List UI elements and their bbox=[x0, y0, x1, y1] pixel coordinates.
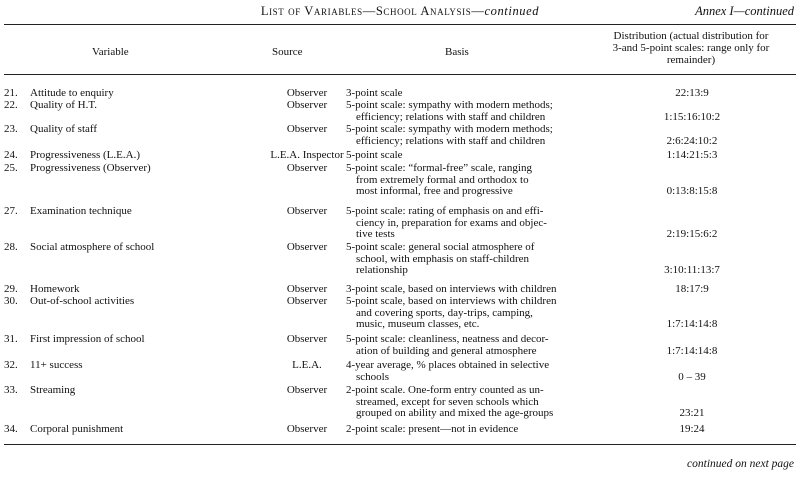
row-number: 22. bbox=[4, 99, 18, 111]
row-basis-line: 5-point scale: general social atmosphere of bbox=[346, 241, 535, 253]
row-variable: First impression of school bbox=[30, 333, 145, 345]
row-basis-line: school, with emphasis on staff-children bbox=[356, 252, 530, 265]
row-basis bbox=[346, 150, 598, 162]
row-basis-line: efficiency; relations with staff and children bbox=[356, 110, 546, 123]
row-basis-line: 2-point scale: present—not in evidence bbox=[346, 423, 519, 435]
row-number: 21. bbox=[4, 87, 18, 99]
column-header-source: Source bbox=[272, 46, 303, 58]
row-basis-line: tive tests bbox=[356, 228, 395, 240]
row-source: L.E.A. bbox=[292, 359, 322, 371]
row-source: Observer bbox=[286, 162, 328, 174]
row-basis-line: music, museum classes, etc. bbox=[356, 318, 480, 330]
row-variable: Social atmosphere of school bbox=[30, 241, 155, 253]
row-number: 28. bbox=[4, 241, 18, 253]
row-basis-line: 2-point scale. One-form entry counted as un- bbox=[346, 384, 544, 396]
row-variable: Out-of-school activities bbox=[30, 295, 135, 307]
top-rule bbox=[4, 24, 796, 25]
row-distribution: 22:13:9 bbox=[675, 87, 709, 99]
column-header-distribution-line: 3-and 5-point scales: range only for bbox=[612, 42, 770, 54]
row-distribution: 0 – 39 bbox=[678, 370, 706, 383]
row-distribution: 18:17:9 bbox=[675, 283, 709, 295]
row-variable: Corporal punishment bbox=[30, 423, 124, 435]
row-variable: Attitude to enquiry bbox=[30, 87, 114, 99]
row-basis-line: ciency in, preparation for exams and objec- bbox=[356, 216, 547, 229]
row-distribution: 19:24 bbox=[679, 423, 705, 435]
row-basis-line: 5-point scale: “formal-free” scale, ranging bbox=[346, 162, 532, 174]
row-number: 29. bbox=[4, 283, 18, 295]
row-variable: Streaming bbox=[30, 384, 76, 396]
page-title-continued: continued bbox=[484, 4, 540, 18]
row-variable: Quality of staff bbox=[30, 123, 98, 135]
row-basis-line: 5-point scale bbox=[346, 149, 403, 161]
row-number: 30. bbox=[4, 295, 18, 307]
row-source: Observer bbox=[286, 333, 328, 345]
column-header-basis: Basis bbox=[445, 46, 469, 58]
row-basis bbox=[346, 206, 598, 241]
row-source: Observer bbox=[286, 295, 328, 307]
row-basis-line: 5-point scale: cleanliness, neatness and decor- bbox=[346, 333, 549, 345]
row-basis bbox=[346, 163, 598, 198]
row-number: 31. bbox=[4, 333, 18, 345]
row-basis bbox=[346, 296, 598, 331]
row-distribution: 23:21 bbox=[679, 407, 705, 419]
row-distribution: 1:15:16:10:2 bbox=[663, 110, 721, 123]
row-source: Observer bbox=[286, 241, 328, 253]
column-header-variable: Variable bbox=[92, 46, 129, 58]
row-distribution: 1:7:14:14:8 bbox=[666, 344, 718, 357]
row-basis-line: and covering sports, day-trips, camping, bbox=[356, 306, 533, 319]
row-basis bbox=[346, 242, 598, 277]
row-basis bbox=[346, 385, 598, 420]
header-rule bbox=[4, 74, 796, 75]
row-basis bbox=[346, 88, 598, 100]
row-basis bbox=[346, 284, 598, 296]
row-basis-line: most informal, free and progressive bbox=[356, 185, 513, 197]
row-variable: Homework bbox=[30, 283, 80, 295]
row-source: Observer bbox=[286, 384, 328, 396]
row-basis bbox=[346, 100, 598, 123]
row-distribution: 0:13:8:15:8 bbox=[666, 185, 718, 197]
row-basis-line: relationship bbox=[356, 264, 408, 276]
row-variable: 11+ success bbox=[30, 359, 83, 371]
row-basis-line: 5-point scale: sympathy with modern methods; bbox=[346, 123, 553, 135]
row-basis-line: 5-point scale, based on interviews with children bbox=[346, 295, 557, 307]
row-number: 25. bbox=[4, 162, 18, 174]
row-source: Observer bbox=[286, 205, 328, 217]
row-number: 32. bbox=[4, 359, 18, 371]
row-distribution: 2:6:24:10:2 bbox=[666, 134, 718, 147]
row-basis-line: 3-point scale bbox=[346, 87, 403, 99]
row-basis-line: ation of building and general atmosphere bbox=[356, 344, 537, 357]
row-variable: Examination technique bbox=[30, 205, 132, 217]
row-variable: Progressiveness (Observer) bbox=[30, 162, 151, 174]
row-number: 23. bbox=[4, 123, 18, 135]
row-basis-line: 3-point scale, based on interviews with children bbox=[346, 283, 557, 295]
row-variable: Quality of H.T. bbox=[30, 99, 98, 111]
column-header-distribution-line: Distribution (actual distribution for bbox=[613, 30, 769, 42]
row-basis-line: schools bbox=[356, 370, 389, 383]
row-source: Observer bbox=[286, 283, 328, 295]
row-basis bbox=[346, 124, 598, 147]
column-header-distribution bbox=[586, 30, 796, 66]
row-distribution: 1:7:14:14:8 bbox=[666, 318, 718, 330]
row-basis-line: streamed, except for seven schools which bbox=[356, 395, 539, 408]
page-title-main: List of Variables—School Analysis— bbox=[260, 4, 485, 18]
page-title bbox=[0, 4, 800, 19]
row-source: Observer bbox=[286, 87, 328, 99]
row-variable: Progressiveness (L.E.A.) bbox=[30, 149, 140, 161]
row-source: L.E.A. Inspector bbox=[270, 149, 344, 161]
footer-continued: continued on next page bbox=[687, 458, 794, 470]
row-basis-line: 5-point scale: sympathy with modern methods; bbox=[346, 99, 553, 111]
row-source: Observer bbox=[286, 423, 328, 435]
row-source: Observer bbox=[286, 123, 328, 135]
row-source: Observer bbox=[286, 99, 328, 111]
annex-label: Annex I—continued bbox=[695, 4, 794, 18]
row-basis bbox=[346, 424, 598, 436]
row-basis-line: efficiency; relations with staff and children bbox=[356, 134, 546, 147]
row-basis bbox=[346, 360, 598, 383]
row-number: 34. bbox=[4, 423, 18, 435]
row-number: 24. bbox=[4, 149, 18, 161]
bottom-rule bbox=[4, 444, 796, 445]
column-header-distribution-line: remainder) bbox=[666, 54, 716, 66]
row-number: 33. bbox=[4, 384, 18, 396]
row-basis-line: grouped on ability and mixed the age-groups bbox=[356, 407, 554, 419]
row-distribution: 2:19:15:6:2 bbox=[666, 228, 718, 240]
row-basis-line: 5-point scale: rating of emphasis on and effi- bbox=[346, 205, 544, 217]
row-distribution: 1:14:21:5:3 bbox=[666, 149, 718, 161]
row-basis-line: from extremely formal and orthodox to bbox=[356, 173, 529, 186]
row-basis bbox=[346, 334, 598, 357]
row-basis-line: 4-year average, % places obtained in selective bbox=[346, 359, 550, 371]
row-number: 27. bbox=[4, 205, 18, 217]
row-distribution: 3:10:11:13:7 bbox=[664, 264, 720, 276]
